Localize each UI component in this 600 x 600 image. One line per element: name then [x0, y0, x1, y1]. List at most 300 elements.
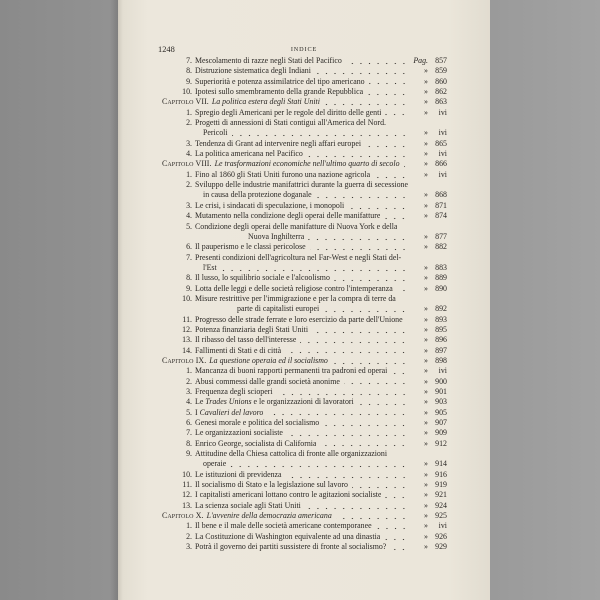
page-ref: 871	[435, 200, 447, 210]
page-ref: 859	[435, 66, 447, 76]
leader-dots	[286, 470, 409, 480]
leader-dots	[346, 56, 409, 66]
toc-list	[162, 56, 447, 553]
chapter-title: La politica estera degli Stati Uniti	[211, 97, 320, 107]
entry-text	[195, 118, 386, 128]
page-ref: 925	[435, 511, 447, 521]
entry-text	[195, 211, 380, 221]
entry-text	[203, 459, 226, 469]
page-ref: 890	[435, 283, 447, 293]
page-ref: 916	[435, 469, 447, 479]
entry-text-segment: Le	[195, 397, 206, 407]
entry-text	[195, 77, 365, 87]
page-marker: »	[424, 366, 428, 376]
running-title: INDICE	[290, 46, 318, 53]
leader-dots	[305, 501, 409, 511]
entry-text	[195, 87, 363, 97]
page-marker: »	[424, 438, 428, 448]
entry-text	[195, 273, 330, 283]
toc-entry	[162, 532, 447, 542]
entry-text	[162, 97, 320, 107]
entry-text-segment: Enrico George, socialista di California	[195, 438, 317, 448]
entry-text	[195, 201, 344, 211]
entry-number: 8.	[186, 273, 192, 283]
page-marker: »	[424, 459, 428, 469]
page-ref: 877	[435, 231, 447, 241]
chapter-heading	[162, 356, 447, 366]
page-marker: »	[424, 304, 428, 314]
page-marker: »	[424, 387, 428, 396]
page-ref: 897	[435, 345, 447, 355]
entry-number: 2.	[186, 118, 192, 128]
toc-entry-continuation	[162, 304, 447, 314]
entry-number: 4.	[186, 149, 192, 159]
leader-dots	[407, 315, 409, 325]
entry-text	[203, 128, 228, 138]
leader-dots	[307, 149, 409, 159]
entry-text	[195, 170, 370, 180]
toc-entry	[162, 542, 447, 552]
entry-number: 12.	[182, 490, 192, 500]
toc-entry	[162, 87, 447, 97]
entry-number: 7.	[186, 252, 192, 262]
entry-number: 1.	[186, 521, 192, 531]
entry-text-segment: Le organizzazioni socialiste	[195, 428, 283, 438]
entry-text-segment: Abusi commessi dalle grandi società anonime	[195, 376, 340, 386]
entry-text	[195, 325, 308, 335]
entry-text-segment: Genesi morale e politica del socialismo	[195, 418, 320, 428]
entry-number: 4.	[186, 397, 192, 407]
entry-text	[162, 356, 328, 366]
entry-text-segment: La Costituzione di Washington equivalente ad una dinastia	[195, 531, 381, 541]
toc-entry	[162, 118, 447, 128]
entry-text	[195, 180, 408, 190]
entry-text-segment: in causa della protezione doganale	[203, 190, 312, 200]
entry-text	[195, 253, 401, 263]
entry-number: 2.	[186, 531, 192, 541]
leader-dots	[308, 232, 409, 242]
entry-text-segment: Presenti condizioni dell'agricoltura nel Far-West e negli Stati del-	[195, 252, 402, 262]
page-marker: »	[424, 283, 428, 293]
chapter-label: Capitolo VIII.	[162, 159, 212, 169]
entry-number: 5.	[186, 221, 192, 231]
entry-text	[195, 66, 311, 76]
entry-text	[195, 501, 301, 511]
page-ref: 901	[435, 387, 447, 396]
page-ref: 921	[435, 490, 447, 500]
toc-entry	[162, 325, 447, 335]
entry-number: 13.	[182, 335, 192, 345]
entry-text-segment: Potrà il governo dei partiti sussistere di fronte al socialismo?	[195, 542, 387, 552]
leader-dots	[385, 490, 409, 500]
page-ref: 863	[435, 97, 447, 107]
toc-entry	[162, 490, 447, 500]
entry-text	[162, 159, 400, 169]
entry-text-segment: Frequenza degli scioperi	[195, 387, 273, 396]
entry-number: 7.	[186, 428, 192, 438]
page-ref: 896	[435, 335, 447, 345]
entry-text	[203, 263, 217, 273]
toc-entry	[162, 397, 447, 407]
entry-text	[195, 397, 354, 407]
entry-text	[195, 521, 372, 531]
entry-text-segment: Potenza finanziaria degli Stati Uniti	[195, 324, 309, 334]
page-marker: »	[424, 107, 428, 117]
entry-text-segment: Attitudine della Chiesa cattolica di fronte alle organizzazioni	[195, 449, 388, 459]
page-ref: 857	[435, 56, 447, 65]
toc-entry	[162, 273, 447, 283]
page-ref: 874	[435, 211, 447, 221]
page-marker: »	[424, 521, 428, 531]
entry-number: 4.	[186, 211, 192, 221]
page-ref: 882	[435, 242, 447, 252]
entry-text-segment: Condizione degli operai delle manifatture di Nuova York e della	[195, 221, 398, 231]
entry-text-segment: I	[195, 407, 200, 417]
page-marker: »	[424, 76, 428, 86]
page-marker: »	[424, 242, 428, 252]
entry-number: 13.	[182, 500, 192, 510]
toc-entry	[162, 315, 447, 325]
leader-dots	[232, 128, 409, 138]
page-marker: »	[424, 273, 428, 283]
entry-text	[195, 387, 273, 397]
entry-text-segment: Spregio degli Americani per le regole del diritto delle genti	[195, 107, 382, 117]
entry-number: 9.	[186, 76, 192, 86]
entry-number: 9.	[186, 449, 192, 459]
page-marker: »	[424, 480, 428, 490]
leader-dots	[365, 139, 409, 149]
entry-text	[195, 532, 380, 542]
leader-dots	[397, 284, 409, 294]
entry-text-segment: Sviluppo delle industrie manifattrici durante la guerra di secessione	[195, 180, 408, 190]
leader-dots	[334, 273, 409, 283]
chapter-heading	[162, 511, 447, 521]
page-ref: 900	[435, 376, 447, 386]
entry-text-segment: Le istituzioni di previdenza	[195, 469, 282, 479]
page-marker: »	[424, 428, 428, 438]
toc-entry	[162, 501, 447, 511]
entry-text	[195, 149, 303, 159]
page-ref: 889	[435, 273, 447, 283]
entry-text	[195, 439, 316, 449]
page-ref: 919	[435, 480, 447, 490]
entry-text	[195, 139, 361, 149]
entry-text-segment: Fallimenti di Stati e di città	[195, 345, 282, 355]
entry-text-segment: Il pauperismo e le classi pericolose	[195, 242, 306, 252]
leader-dots	[316, 190, 409, 200]
chapter-heading	[162, 97, 447, 107]
page-marker: »	[424, 335, 428, 345]
entry-text-segment: Mancanza di buoni rapporti permanenti tra padroni ed operai	[195, 366, 388, 376]
toc-entry	[162, 335, 447, 345]
leader-dots	[323, 304, 409, 314]
entry-text-segment: Misure restrittive per l'immigrazione e per la compra di terre da	[195, 293, 396, 303]
book-page	[118, 0, 490, 600]
entry-text-segment: Il lusso, lo squilibrio sociale e l'alcoolismo	[195, 273, 330, 283]
page-marker: »	[424, 128, 428, 138]
entry-text	[195, 377, 340, 387]
entry-text-segment: Il socialismo di Stato e la legislazione sul lavoro	[195, 480, 348, 490]
entry-text	[195, 490, 381, 500]
leader-dots	[384, 532, 409, 542]
toc-entry	[162, 387, 447, 397]
page-ref: 860	[435, 76, 447, 86]
entry-text	[195, 418, 319, 428]
entry-number: 7.	[186, 56, 192, 65]
entry-text-segment: l'Est	[203, 262, 217, 272]
page-marker: »	[424, 345, 428, 355]
page-ref: 866	[435, 159, 447, 169]
page-ref: 926	[435, 531, 447, 541]
entry-text-segment: Fino al 1860 gli Stati Uniti furono una nazione agricola	[195, 169, 371, 179]
entry-number: 2.	[186, 180, 192, 190]
toc-entry	[162, 449, 447, 459]
page-marker: »	[424, 490, 428, 500]
chapter-label: Capitolo VII.	[162, 97, 209, 107]
entry-text-segment: Pericoli	[203, 128, 228, 138]
entry-text	[195, 284, 393, 294]
page-ref: 868	[435, 190, 447, 200]
page-ref: 898	[435, 355, 447, 365]
entry-text-segment: Distruzione sistematica degli Indiani	[195, 66, 311, 76]
entry-text-segment: Il bene e il male delle società americane contemporanee	[195, 521, 372, 531]
page-ref: 929	[435, 542, 447, 552]
entry-number: 5.	[186, 407, 192, 417]
toc-entry	[162, 346, 447, 356]
page-marker: »	[424, 262, 428, 272]
entry-text-segment: Le crisi, i sindacati di speculazione, i monopoli	[195, 200, 345, 210]
entry-number: 10.	[182, 293, 192, 303]
chapter-title: Le trasformazioni economiche nell'ultimo quarto di secolo	[214, 159, 400, 169]
page-marker: »	[424, 542, 428, 552]
leader-dots	[369, 77, 409, 87]
page-ref: ivi	[438, 521, 447, 531]
toc-entry	[162, 139, 447, 149]
toc-entry	[162, 222, 447, 232]
entry-number: 12.	[182, 324, 192, 334]
page-marker: »	[424, 200, 428, 210]
toc-entry	[162, 521, 447, 531]
entry-text	[195, 480, 348, 490]
leader-dots	[376, 521, 409, 531]
page-marker: »	[424, 211, 428, 221]
chapter-label: Capitolo IX.	[162, 355, 207, 365]
entry-text-segment: Ipotesi sullo smembramento della grande Repubblica	[195, 87, 364, 97]
page-marker: »	[424, 355, 428, 365]
entry-text-segment: La politica americana nel Pacifico	[195, 149, 303, 159]
entry-number: 10.	[182, 87, 192, 97]
page-marker: »	[424, 231, 428, 241]
leader-dots	[323, 418, 409, 428]
entry-text-segment: Mutamento nella condizione degli operai delle manifatture	[195, 211, 381, 221]
page-marker: »	[424, 469, 428, 479]
page-marker: »	[424, 169, 428, 179]
entry-text-emphasis: Trades Unions	[205, 397, 252, 407]
toc-entry-continuation	[162, 128, 447, 138]
toc-entry	[162, 439, 447, 449]
entry-text	[195, 335, 296, 345]
entry-number: 6.	[186, 418, 192, 428]
toc-entry	[162, 56, 447, 66]
toc-entry	[162, 480, 447, 490]
page-marker: »	[424, 397, 428, 407]
page-marker: »	[424, 190, 428, 200]
entry-text-segment: parte di capitalisti europei	[237, 304, 320, 314]
page-marker: »	[424, 511, 428, 521]
entry-number: 11.	[182, 314, 192, 324]
toc-entry	[162, 408, 447, 418]
entry-text-segment: Il ribasso del tasso dell'interesse	[195, 335, 297, 345]
toc-entry	[162, 66, 447, 76]
entry-text-segment: Progetti di annessioni di Stati contigui all'America del Nord.	[195, 118, 386, 128]
leader-dots	[267, 408, 409, 418]
toc-entry	[162, 180, 447, 190]
toc-entry	[162, 211, 447, 221]
chapter-title: L'avvenire della democrazia americana	[206, 511, 332, 521]
toc-entry	[162, 470, 447, 480]
entry-text	[195, 408, 263, 418]
entry-text-segment: Superiorità e potenza assimilatrice del tipo americano	[195, 76, 365, 86]
toc-entry	[162, 418, 447, 428]
entry-number: 9.	[186, 283, 192, 293]
entry-text	[203, 190, 312, 200]
page-ref: 907	[435, 418, 447, 428]
leader-dots	[277, 387, 409, 397]
entry-text	[195, 56, 342, 66]
page-ref: ivi	[438, 149, 447, 159]
leader-dots	[391, 366, 409, 376]
leader-dots	[315, 66, 409, 76]
chapter-heading	[162, 159, 447, 169]
page-ref: ivi	[438, 128, 447, 138]
page-ref: ivi	[438, 169, 447, 179]
entry-text-segment: Progresso delle strade ferrate e loro esercizio da parte dell'Unione	[195, 314, 403, 324]
page-ref: 862	[435, 87, 447, 97]
leader-dots	[324, 97, 409, 107]
page-ref: 924	[435, 500, 447, 510]
toc-entry	[162, 242, 447, 252]
toc-entry	[162, 377, 447, 387]
page-marker: Pag.	[413, 56, 428, 65]
entry-text-segment: Mescolamento di razze negli Stati del Pacifico	[195, 56, 342, 65]
page-ref: 895	[435, 324, 447, 334]
page-ref: 865	[435, 138, 447, 148]
toc-entry-continuation	[162, 459, 447, 469]
page-ref: 914	[435, 459, 447, 469]
entry-number: 8.	[186, 438, 192, 448]
entry-number: 1.	[186, 169, 192, 179]
entry-number: 3.	[186, 542, 192, 552]
page-ref: 912	[435, 438, 447, 448]
page-ref: ivi	[438, 366, 447, 376]
leader-dots	[374, 170, 409, 180]
page-marker: »	[424, 376, 428, 386]
leader-dots	[300, 335, 409, 345]
page-ref: 892	[435, 304, 447, 314]
page-ref: 893	[435, 314, 447, 324]
toc-entry	[162, 253, 447, 263]
entry-number: 10.	[182, 469, 192, 479]
leader-dots	[344, 377, 409, 387]
leader-dots	[287, 428, 409, 438]
page-marker: »	[424, 97, 428, 107]
page-ref: 905	[435, 407, 447, 417]
toc-entry-continuation	[162, 232, 447, 242]
page-marker: »	[424, 418, 428, 428]
entry-text	[195, 294, 396, 304]
leader-dots	[385, 108, 409, 118]
entry-number: 6.	[186, 242, 192, 252]
entry-text	[195, 449, 387, 459]
entry-number: 1.	[186, 366, 192, 376]
entry-number: 8.	[186, 66, 192, 76]
entry-text	[195, 428, 283, 438]
leader-dots	[352, 480, 409, 490]
page-ref: ivi	[438, 107, 447, 117]
page-number: 1248	[158, 45, 175, 54]
leader-dots	[358, 397, 409, 407]
toc-entry	[162, 428, 447, 438]
leader-dots	[312, 325, 409, 335]
leader-dots	[404, 159, 409, 169]
entry-text	[195, 366, 387, 376]
entry-number: 1.	[186, 107, 192, 117]
page-marker: »	[424, 138, 428, 148]
entry-text	[195, 242, 306, 252]
page-ref: 883	[435, 262, 447, 272]
entry-text	[162, 511, 332, 521]
running-header	[118, 44, 490, 56]
page-marker: »	[424, 149, 428, 159]
page-marker: »	[424, 500, 428, 510]
entry-text-segment: e le organizzazioni di lavoratori	[251, 397, 354, 407]
toc-entry	[162, 108, 447, 118]
entry-text	[195, 222, 397, 232]
page-marker: »	[424, 324, 428, 334]
leader-dots	[367, 87, 409, 97]
entry-text	[248, 232, 304, 242]
leader-dots	[310, 242, 409, 252]
entry-text	[195, 542, 386, 552]
leader-dots	[332, 356, 409, 366]
page-ref: 909	[435, 428, 447, 438]
entry-text-segment: Lotta delle leggi e delle società religiose contro l'intemperanza	[195, 283, 393, 293]
entry-text-segment: Tendenza di Grant ad intervenire negli affari europei	[195, 138, 362, 148]
entry-text-emphasis: Cavalieri del lavoro	[199, 407, 264, 417]
leader-dots	[336, 511, 409, 521]
toc-entry	[162, 201, 447, 211]
leader-dots	[348, 201, 409, 211]
toc-entry	[162, 170, 447, 180]
leader-dots	[285, 346, 409, 356]
page-marker: »	[424, 407, 428, 417]
page-marker: »	[424, 87, 428, 97]
entry-text	[237, 304, 319, 314]
entry-number: 3.	[186, 138, 192, 148]
page-marker: »	[424, 531, 428, 541]
entry-text-segment: La scienza sociale agli Stati Uniti	[195, 500, 301, 510]
toc-entry	[162, 77, 447, 87]
toc-entry-continuation	[162, 190, 447, 200]
entry-text	[195, 346, 281, 356]
toc-entry	[162, 294, 447, 304]
entry-text-segment: operaie	[203, 459, 227, 469]
leader-dots	[390, 542, 409, 552]
entry-number: 2.	[186, 376, 192, 386]
entry-text	[195, 108, 381, 118]
entry-text-segment: I capitalisti americani lottano contro le agitazioni socialiste	[195, 490, 382, 500]
entry-text	[195, 315, 403, 325]
